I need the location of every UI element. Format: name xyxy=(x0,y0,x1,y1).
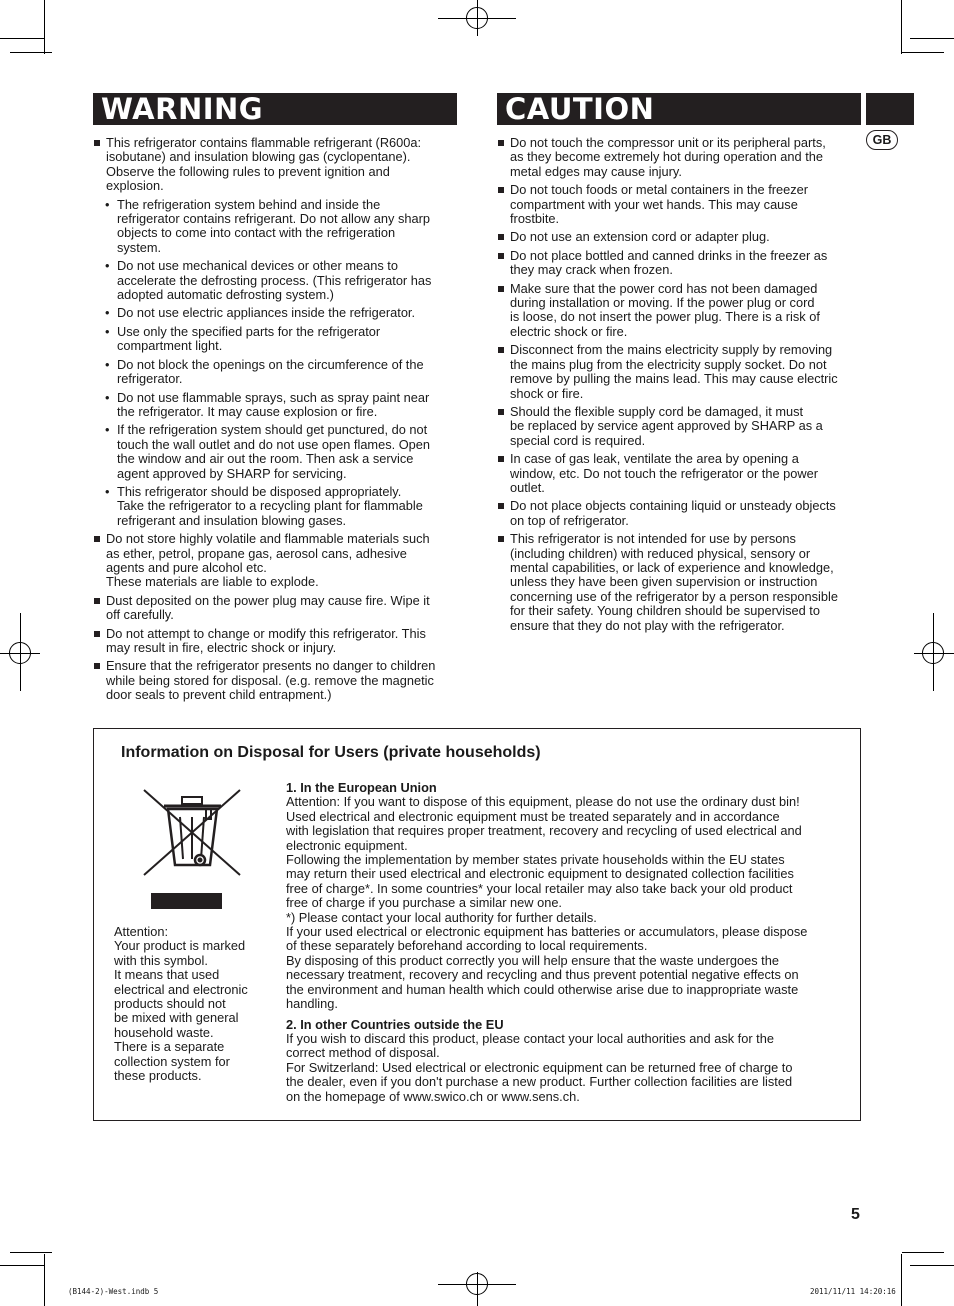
warning-item: Do not attempt to change or modify this refrigerator. This may result in fire, electric shock or injury. xyxy=(94,627,462,656)
disposal-attention-text: Attention: Your product is marked with this symbol. It means that used electrical and electronic products should not be mixed with general household waste. There is a separate collection system for these products. xyxy=(114,924,248,1084)
disposal-title: Information on Disposal for Users (private households) xyxy=(121,744,541,761)
caution-list xyxy=(498,136,866,637)
warning-item: Ensure that the refrigerator presents no danger to children while being stored for disposal. (e.g. remove the magnetic door seals to prevent child entrapment.) xyxy=(94,659,462,702)
caution-header: CAUTION xyxy=(497,93,861,125)
footer-timestamp: 2011/11/11 14:20:16 xyxy=(810,1287,896,1296)
warning-item: • The refrigeration system behind and inside the refrigerator contains refrigerant. Do not allow any sharp objects to come into contact with the refrigeration system. xyxy=(94,198,462,256)
other-countries-heading: 2. In other Countries outside the EU xyxy=(286,1016,504,1032)
caution-item: In case of gas leak, ventilate the area by opening a window, etc. Do not touch the refrigerator or the power outlet. xyxy=(498,452,866,495)
caution-item: Do not place bottled and canned drinks in the freezer as they may crack when frozen. xyxy=(498,249,866,278)
warning-item: • Do not use mechanical devices or other means to accelerate the defrosting process. (This refrigerator has adopted automatic defrosting system.) xyxy=(94,259,462,302)
warning-item: • This refrigerator should be disposed appropriately. Take the refrigerator to a recycling plant for flammable refrigerant and insulation blowing gases. xyxy=(94,485,462,528)
crossed-out-bin-icon xyxy=(140,787,245,879)
warning-item: • If the refrigeration system should get punctured, do not touch the wall outlet and do not use open flames. Open the window and air out the room. Then ask a service agent approved by SHARP for servicing. xyxy=(94,423,462,481)
page-number: 5 xyxy=(851,1206,860,1223)
caution-item: Do not touch foods or metal containers in the freezer compartment with your wet hands. This may cause frostbite. xyxy=(498,183,866,226)
eu-text: Attention: If you want to dispose of this equipment, please do not use the ordinary dust bin! Used electrical and electronic equipment must be treated separately and in accordance with legislation that requires proper treatment, recovery and recycling of used electrical and electronic equipment. Following the implementation by member states private households within the EU states may return their used electrical and electronic equipment to designated collection facilities free of charge*. In some countries* your local retailer may also take back your old product free of charge if you purchase a similar new one. *) Please contact your local authority for further details. If your used electrical or electronic equipment has batteries or accumulators, please dispose of these separately beforehand according to local requirements. By disposing of this product correctly you will help ensure that the waste undergoes the necessary treatment, recovery and recycling and thus prevent potential negative effects on the environment and human health which could otherwise arise due to inappropriate waste handling. xyxy=(286,794,808,1012)
warning-item: Do not store highly volatile and flammable materials such as ether, petrol, propane gas, aerosol cans, adhesive agents and pure alcohol etc. These materials are liable to explode. xyxy=(94,532,462,590)
warning-item: • Do not block the openings on the circumference of the refrigerator. xyxy=(94,358,462,387)
warning-item: Dust deposited on the power plug may cause fire. Wipe it off carefully. xyxy=(94,594,462,623)
caution-item: Disconnect from the mains electricity supply by removing the mains plug from the electricity supply socket. Do not remove by pulling the mains lead. This may cause electric shock or fire. xyxy=(498,343,866,401)
caution-item: Do not place objects containing liquid or unsteady objects on top of refrigerator. xyxy=(498,499,866,528)
language-tab xyxy=(866,93,914,125)
eu-heading: 1. In the European Union xyxy=(286,780,437,795)
other-countries-text: If you wish to discard this product, please contact your local authorities and ask for the correct method of disposal. For Switzerland: Used electrical or electronic equipment can be returned free of charge to the dealer, even if you don't purchase a new product. Further collection facilities are listed on the homepage of www.swico.ch or www.sens.ch. xyxy=(286,1030,793,1104)
caution-item: Should the flexible supply cord be damaged, it must be replaced by service agent approved by SHARP as a special cord is required. xyxy=(498,405,866,448)
warning-item: • Do not use electric appliances inside the refrigerator. xyxy=(94,306,462,320)
warning-item: • Use only the specified parts for the refrigerator compartment light. xyxy=(94,325,462,354)
caution-item: This refrigerator is not intended for use by persons (including children) with reduced physical, sensory or mental capabilities, or lack of experience and knowledge, unless they have been given supervision or instruction concerning use of the refrigerator by a person responsible for their safety. Young children should be supervised to ensure that they do not play with the refrigerator. xyxy=(498,532,866,633)
warning-header: WARNING xyxy=(93,93,457,125)
caution-item: Do not use an extension cord or adapter plug. xyxy=(498,230,866,244)
disposal-text xyxy=(286,781,842,1104)
caution-item: Make sure that the power cord has not been damaged during installation or moving. If the power plug or cord is loose, do not insert the power plug. There is a risk of electric shock or fire. xyxy=(498,282,866,340)
bin-underline-bar xyxy=(151,893,222,909)
warning-item: This refrigerator contains flammable refrigerant (R600a: isobutane) and insulation blowing gas (cyclopentane). Observe the following rules to prevent ignition and explosion. xyxy=(94,136,462,194)
footer-file: (B144-2)-West.indb 5 xyxy=(68,1287,159,1296)
language-badge: GB xyxy=(866,130,898,150)
warning-item: • Do not use flammable sprays, such as spray paint near the refrigerator. It may cause explosion or fire. xyxy=(94,391,462,420)
caution-item: Do not touch the compressor unit or its peripheral parts, as they become extremely hot during operation and the metal edges may cause injury. xyxy=(498,136,866,179)
warning-list xyxy=(94,136,462,707)
